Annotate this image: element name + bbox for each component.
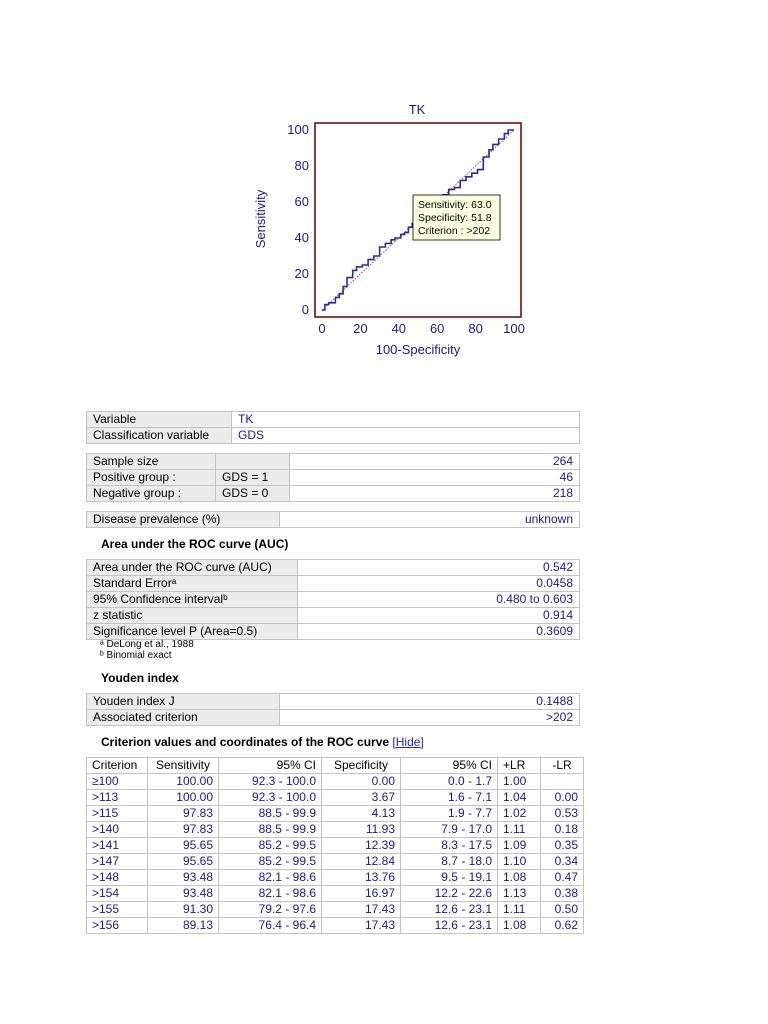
negative-group-label: Negative group : bbox=[87, 486, 216, 502]
negative-group-condition: GDS = 0 bbox=[216, 486, 290, 502]
table-cell: 93.48 bbox=[148, 870, 219, 886]
table-cell: >156 bbox=[87, 918, 148, 934]
table-cell: 1.11 bbox=[498, 822, 541, 838]
sample-size-group bbox=[216, 454, 290, 470]
table-cell: 93.48 bbox=[148, 886, 219, 902]
table-row bbox=[87, 710, 580, 726]
confidence-interval-label: 95% Confidence intervalᵇ bbox=[87, 592, 298, 608]
table-row bbox=[87, 822, 584, 838]
table-cell: 92.3 - 100.0 bbox=[219, 774, 322, 790]
associated-criterion-label: Associated criterion bbox=[87, 710, 280, 726]
table-cell: 85.2 - 99.5 bbox=[219, 854, 322, 870]
table-header-row bbox=[87, 758, 584, 774]
table-cell: 12.39 bbox=[322, 838, 401, 854]
column-header: Specificity bbox=[322, 758, 401, 774]
table-cell: 1.09 bbox=[498, 838, 541, 854]
table-cell: 95.65 bbox=[148, 854, 219, 870]
youden-index-label: Youden index J bbox=[87, 694, 280, 710]
table-row bbox=[87, 870, 584, 886]
sample-size-value: 264 bbox=[290, 454, 580, 470]
column-header: +LR bbox=[498, 758, 541, 774]
standard-error-label: Standard Errorᵃ bbox=[87, 576, 298, 592]
positive-group-condition: GDS = 1 bbox=[216, 470, 290, 486]
tooltip-line-sensitivity: Sensitivity: 63.0 bbox=[418, 199, 492, 211]
table-row bbox=[87, 790, 584, 806]
prevalence-table bbox=[86, 511, 580, 528]
table-cell: 4.13 bbox=[322, 806, 401, 822]
y-tick-label: 40 bbox=[294, 230, 309, 245]
sample-table bbox=[86, 453, 580, 502]
table-row bbox=[87, 560, 580, 576]
table-cell: 16.97 bbox=[322, 886, 401, 902]
table-cell: 1.9 - 7.7 bbox=[401, 806, 498, 822]
y-tick-label: 60 bbox=[294, 194, 309, 209]
z-statistic-value: 0.914 bbox=[298, 608, 580, 624]
tooltip-line-criterion: Criterion : >202 bbox=[418, 225, 491, 237]
auc-label: Area under the ROC curve (AUC) bbox=[87, 560, 298, 576]
x-tick-labels bbox=[318, 321, 524, 336]
table-cell: 1.04 bbox=[498, 790, 541, 806]
table-cell: 0.62 bbox=[541, 918, 584, 934]
chart-title: TK bbox=[408, 102, 426, 117]
auc-table bbox=[86, 559, 580, 640]
table-cell: 88.5 - 99.9 bbox=[219, 806, 322, 822]
table-cell: 1.08 bbox=[498, 918, 541, 934]
table-row bbox=[87, 694, 580, 710]
classification-variable-value: GDS bbox=[232, 428, 580, 444]
table-cell: >141 bbox=[87, 838, 148, 854]
youden-index-value: 0.1488 bbox=[280, 694, 580, 710]
y-axis-label: Sensitivity bbox=[253, 189, 268, 249]
footnote-delong: ᵃ DeLong et al., 1988 bbox=[100, 639, 194, 650]
table-cell: 0.47 bbox=[541, 870, 584, 886]
x-tick-label: 0 bbox=[318, 321, 326, 336]
criterion-heading-text: Criterion values and coordinates of the ROC curve bbox=[101, 735, 390, 749]
x-tick-label: 20 bbox=[353, 321, 368, 336]
table-cell: 1.11 bbox=[498, 902, 541, 918]
table-cell: 0.0 - 1.7 bbox=[401, 774, 498, 790]
table-cell: 97.83 bbox=[148, 822, 219, 838]
table-cell: 100.00 bbox=[148, 790, 219, 806]
table-cell: 95.65 bbox=[148, 838, 219, 854]
column-header: 95% CI bbox=[219, 758, 322, 774]
table-cell: 0.00 bbox=[322, 774, 401, 790]
table-row bbox=[87, 576, 580, 592]
table-row bbox=[87, 886, 584, 902]
table-cell: 1.10 bbox=[498, 854, 541, 870]
table-cell: 0.53 bbox=[541, 806, 584, 822]
table-cell: >155 bbox=[87, 902, 148, 918]
table-row bbox=[87, 624, 580, 640]
youden-heading: Youden index bbox=[101, 671, 179, 685]
table-cell: 12.6 - 23.1 bbox=[401, 918, 498, 934]
tooltip-line-specificity: Specificity: 51.8 bbox=[418, 212, 492, 224]
table-cell: 85.2 - 99.5 bbox=[219, 838, 322, 854]
table-cell: 11.93 bbox=[322, 822, 401, 838]
hide-link[interactable]: [Hide] bbox=[392, 735, 424, 749]
table-row bbox=[87, 470, 580, 486]
table-cell: 1.00 bbox=[498, 774, 541, 790]
table-cell: >148 bbox=[87, 870, 148, 886]
table-cell: 17.43 bbox=[322, 918, 401, 934]
footnote-binomial: ᵇ Binomial exact bbox=[100, 650, 172, 661]
table-cell: 100.00 bbox=[148, 774, 219, 790]
chart-tooltip bbox=[413, 195, 500, 240]
significance-level-value: 0.3609 bbox=[298, 624, 580, 640]
table-cell: ≥100 bbox=[87, 774, 148, 790]
z-statistic-label: z statistic bbox=[87, 608, 298, 624]
table-cell: 8.7 - 18.0 bbox=[401, 854, 498, 870]
table-cell: 12.84 bbox=[322, 854, 401, 870]
roc-chart bbox=[240, 95, 540, 365]
table-row bbox=[87, 902, 584, 918]
classification-variable-label: Classification variable bbox=[87, 428, 232, 444]
table-cell: 79.2 - 97.6 bbox=[219, 902, 322, 918]
table-cell bbox=[541, 774, 584, 790]
x-tick-label: 100 bbox=[503, 321, 525, 336]
y-tick-label: 0 bbox=[301, 302, 309, 317]
table-cell: 88.5 - 99.9 bbox=[219, 822, 322, 838]
confidence-interval-value: 0.480 to 0.603 bbox=[298, 592, 580, 608]
column-header: Sensitivity bbox=[148, 758, 219, 774]
x-tick-label: 60 bbox=[429, 321, 445, 336]
table-cell: 12.6 - 23.1 bbox=[401, 902, 498, 918]
table-row bbox=[87, 428, 580, 444]
auc-heading: Area under the ROC curve (AUC) bbox=[101, 537, 289, 551]
positive-group-label: Positive group : bbox=[87, 470, 216, 486]
table-row bbox=[87, 512, 580, 528]
table-row bbox=[87, 774, 584, 790]
associated-criterion-value: >202 bbox=[280, 710, 580, 726]
table-cell: 97.83 bbox=[148, 806, 219, 822]
x-tick-label: 80 bbox=[468, 321, 483, 336]
table-row bbox=[87, 806, 584, 822]
table-row bbox=[87, 918, 584, 934]
negative-group-value: 218 bbox=[290, 486, 580, 502]
y-tick-label: 80 bbox=[294, 158, 309, 173]
table-row bbox=[87, 854, 584, 870]
criterion-table bbox=[86, 757, 584, 934]
positive-group-value: 46 bbox=[290, 470, 580, 486]
table-row bbox=[87, 592, 580, 608]
table-row bbox=[87, 412, 580, 428]
table-cell: 1.08 bbox=[498, 870, 541, 886]
variable-value: TK bbox=[232, 412, 580, 428]
table-cell: 89.13 bbox=[148, 918, 219, 934]
table-cell: >147 bbox=[87, 854, 148, 870]
auc-value: 0.542 bbox=[298, 560, 580, 576]
column-header: -LR bbox=[541, 758, 584, 774]
table-cell: 0.35 bbox=[541, 838, 584, 854]
table-cell: 0.38 bbox=[541, 886, 584, 902]
table-row bbox=[87, 486, 580, 502]
prevalence-value: unknown bbox=[280, 512, 580, 528]
table-cell: >113 bbox=[87, 790, 148, 806]
table-cell: >154 bbox=[87, 886, 148, 902]
y-tick-label: 20 bbox=[294, 266, 309, 281]
table-cell: >140 bbox=[87, 822, 148, 838]
table-row bbox=[87, 608, 580, 624]
table-cell: 0.00 bbox=[541, 790, 584, 806]
table-cell: 0.34 bbox=[541, 854, 584, 870]
table-cell: >115 bbox=[87, 806, 148, 822]
prevalence-label: Disease prevalence (%) bbox=[87, 512, 280, 528]
table-cell: 13.76 bbox=[322, 870, 401, 886]
table-cell: 7.9 - 17.0 bbox=[401, 822, 498, 838]
table-cell: 82.1 - 98.6 bbox=[219, 886, 322, 902]
variables-table bbox=[86, 411, 580, 444]
criterion-heading bbox=[101, 735, 424, 749]
table-row bbox=[87, 838, 584, 854]
table-cell: 0.18 bbox=[541, 822, 584, 838]
table-row bbox=[87, 454, 580, 470]
table-cell: 8.3 - 17.5 bbox=[401, 838, 498, 854]
table-cell: 17.43 bbox=[322, 902, 401, 918]
table-cell: 91.30 bbox=[148, 902, 219, 918]
sample-size-label: Sample size bbox=[87, 454, 216, 470]
significance-level-label: Significance level P (Area=0.5) bbox=[87, 624, 298, 640]
column-header: 95% CI bbox=[401, 758, 498, 774]
table-cell: 12.2 - 22.6 bbox=[401, 886, 498, 902]
table-cell: 76.4 - 96.4 bbox=[219, 918, 322, 934]
variable-label: Variable bbox=[87, 412, 232, 428]
table-cell: 9.5 - 19.1 bbox=[401, 870, 498, 886]
table-cell: 1.02 bbox=[498, 806, 541, 822]
table-cell: 0.50 bbox=[541, 902, 584, 918]
x-tick-label: 40 bbox=[391, 321, 407, 336]
y-tick-label: 100 bbox=[287, 122, 309, 137]
table-cell: 1.6 - 7.1 bbox=[401, 790, 498, 806]
table-cell: 82.1 - 98.6 bbox=[219, 870, 322, 886]
table-cell: 92.3 - 100.0 bbox=[219, 790, 322, 806]
table-cell: 1.13 bbox=[498, 886, 541, 902]
x-axis-label: 100-Specificity bbox=[375, 342, 461, 357]
table-cell: 3.67 bbox=[322, 790, 401, 806]
column-header: Criterion bbox=[87, 758, 148, 774]
standard-error-value: 0.0458 bbox=[298, 576, 580, 592]
youden-table bbox=[86, 693, 580, 726]
y-tick-labels bbox=[287, 122, 309, 317]
